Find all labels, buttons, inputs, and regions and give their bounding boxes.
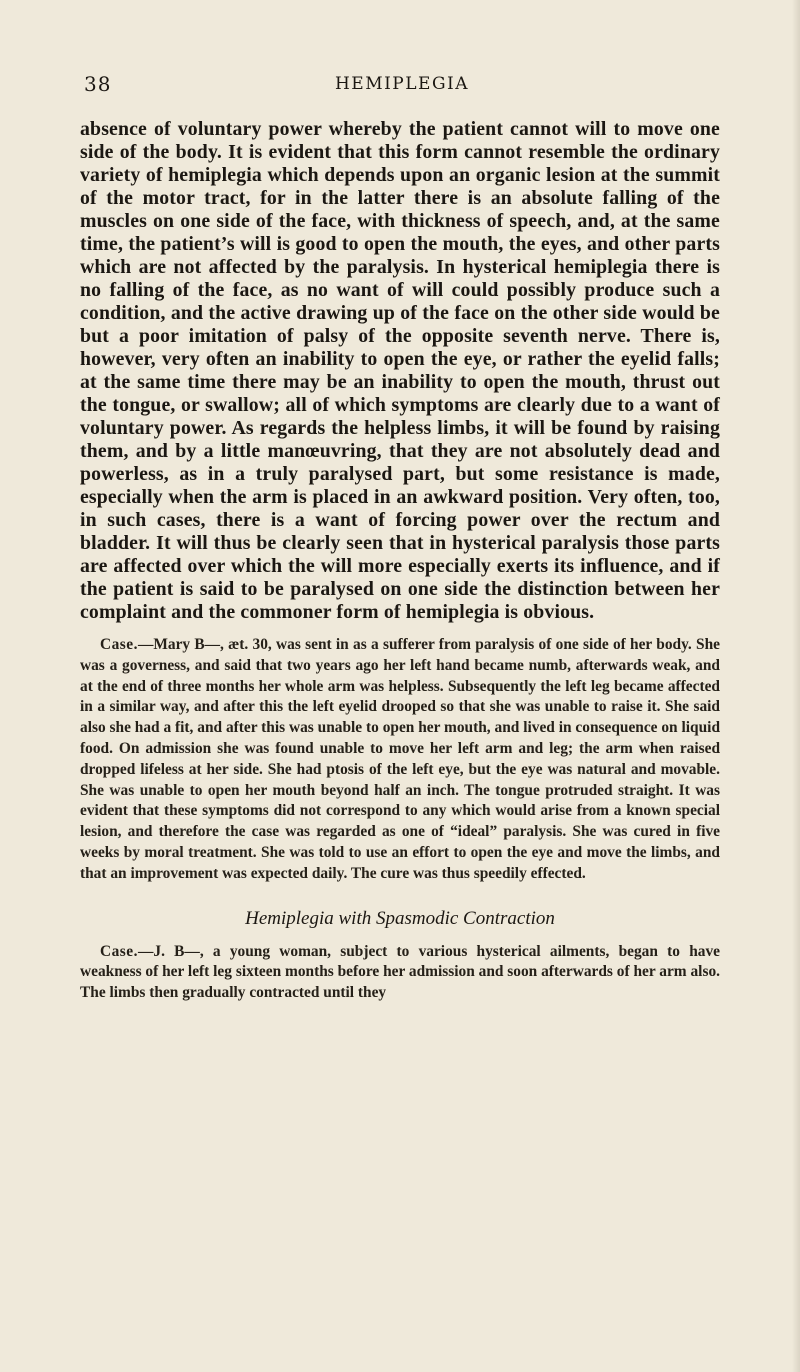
case-report-text: —J. B—, a young woman, subject to various hysterical ailments, began to have weakness of her left leg sixteen months before her admission and soon afterwards of her arm also. The limbs then gradually contracted until they [80,942,720,1002]
section-heading: Hemiplegia with Spasmodic Contraction [245,907,555,929]
case-report-mary [80,635,720,885]
case-label: Case. [100,942,138,960]
main-paragraph: absence of voluntary power whereby the patient cannot will to move one side of the body. It is evident that this form cannot resemble the ordinary variety of hemiplegia which depends upon an organic lesion at the summit of the motor tract, for in the latter there is an absolute falling of the muscles on one side of the face, with thickness of speech, and, at the same time, the patient’s will is good to open the mouth, the eyes, and other parts which are not affected by the paralysis. In hysterical hemiplegia there is no falling of the face, as no want of will could possibly produce such a condition, and the active drawing up of the face on the other side would be but a poor imitation of palsy of the opposite seventh nerve. There is, however, very often an inability to open the eye, or rather the eyelid falls; at the same time there may be an inability to open the mouth, thrust out the tongue, or swallow; all of which symptoms are clearly due to a want of voluntary power. As regards the helpless limbs, it will be found by raising them, and by a little manœuvring, that they are not absolutely dead and powerless, as in a truly paralysed part, but some resistance is made, especially when the arm is placed in an awkward position. Very often, too, in such cases, there is a want of forcing power over the rectum and bladder. It will thus be clearly seen that in hysterical paralysis those parts are affected over which the will more especially exerts its influence, and if the patient is said to be paralysed on one side the distinction between her complaint and the commoner form of hemiplegia is obvious. [80,118,720,623]
case-report-jb [80,942,720,1004]
case-label: Case. [100,636,138,653]
running-title: HEMIPLEGIA [334,74,470,94]
page-number: 38 [84,72,112,96]
case-report-text: —Mary B—, æt. 30, was sent in as a sufferer from paralysis of one side of her body. She was a governess, and said that two years ago her left hand became numb, afterwards weak, and at the end of three months her whole arm was helpless. Subsequently the left leg became affected in a similar way, and after this the left eyelid drooped so that she was unable to raise it. She said also she had a fit, and after this was unable to open her mouth, and lived in consequence on liquid food. On admission she was found unable to move her left arm and leg; the arm when raised dropped lifeless at her side. She had ptosis of the left eye, but the eye was natural and movable. She was unable to open her mouth beyond half an inch. The tongue protruded straight. It was evident that these symptoms did not correspond to any which would arise from a known special lesion, and therefore the case was regarded as one of “ideal” paralysis. She was cured in five weeks by moral treatment. She was told to use an effort to open the eye and move the limbs, and that an improvement was expected daily. The cure was thus speedily effected. [80,636,720,882]
page-header [82,72,722,106]
page-edge-shadow [792,0,800,1372]
body-text [80,118,720,1004]
